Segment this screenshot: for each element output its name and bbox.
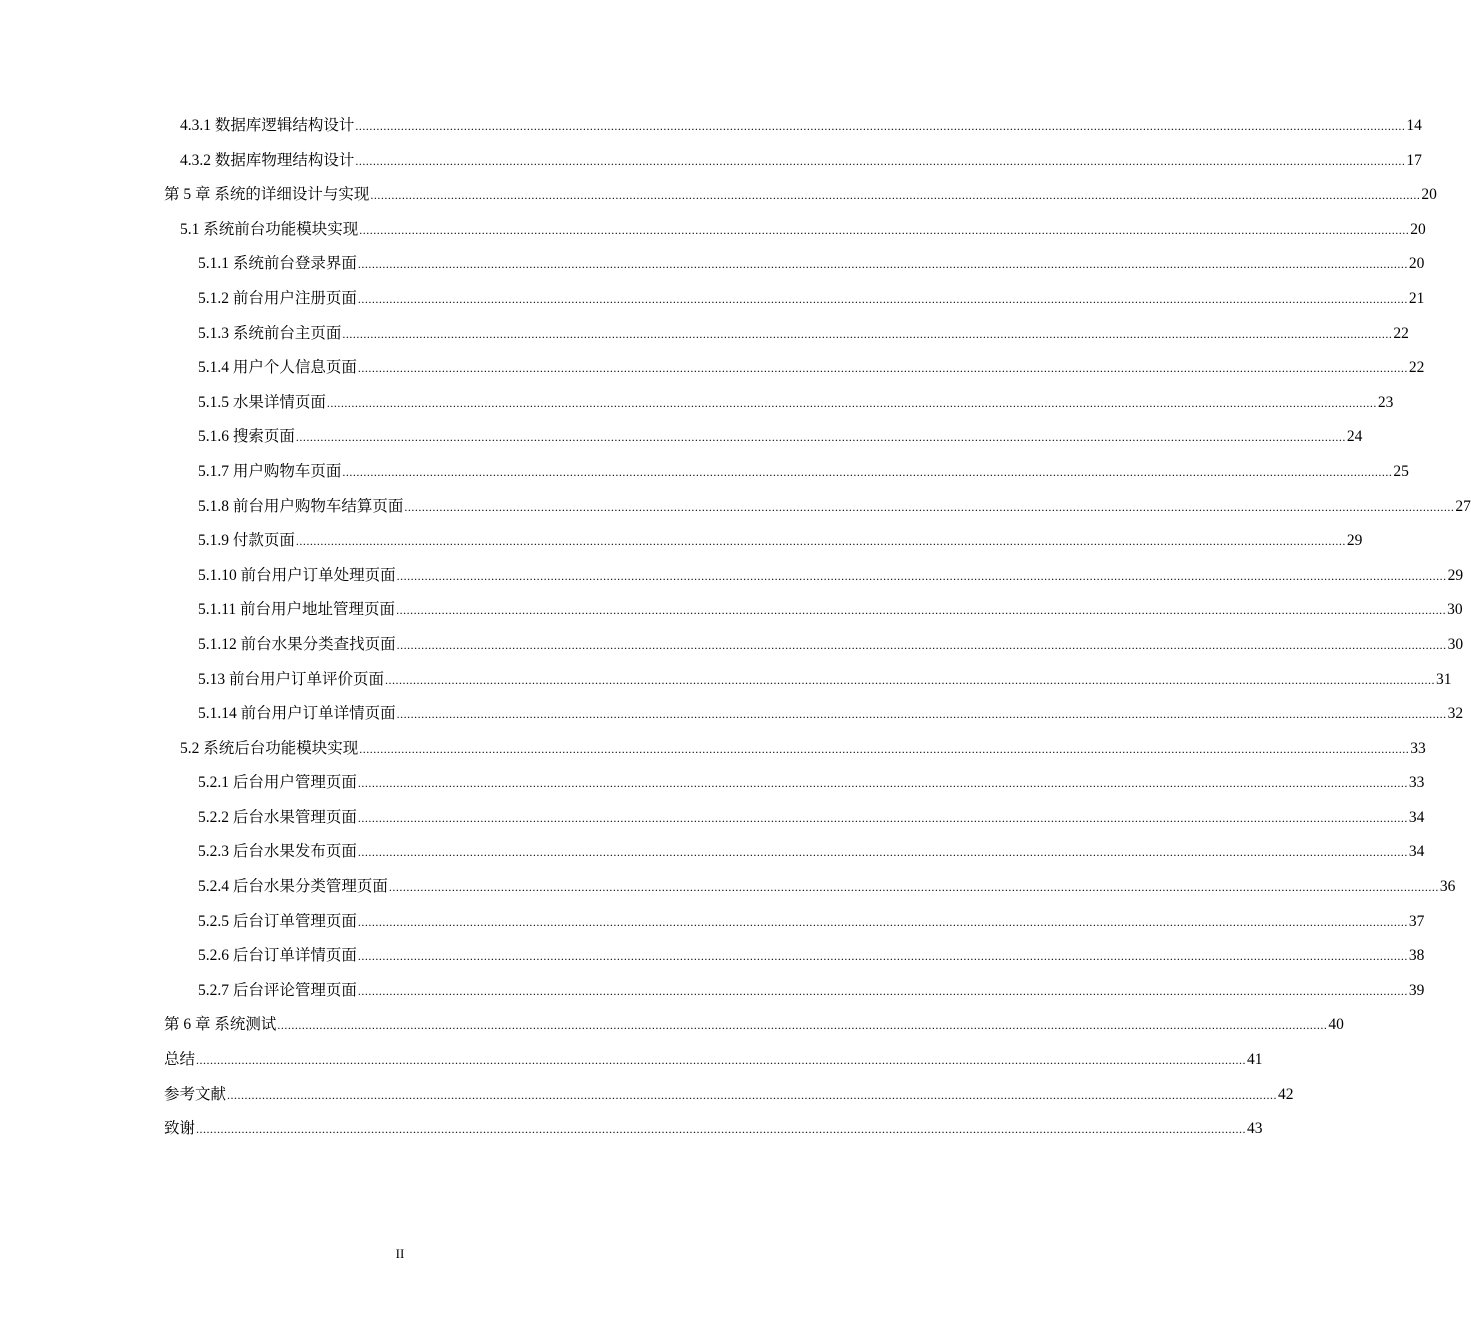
- toc-entry-page: 34: [1408, 843, 1425, 861]
- toc-leader-dots: ............................................................................................................................................................................................................................................................................................................: [359, 741, 1410, 756]
- toc-entry[interactable]: [164, 1012, 1344, 1047]
- toc-entry-page: 14: [1406, 117, 1422, 134]
- toc-leader-dots: ............................................................................................................................................................................................................................................................................................................: [342, 464, 1393, 479]
- toc-leader-dots: ............................................................................................................................................................................................................................................................................................................: [295, 430, 1346, 445]
- toc-leader-dots: ............................................................................................................................................................................................................................................................................................................: [396, 707, 1447, 722]
- toc-entry-label: 4.3.2 数据库物理结构设计: [180, 151, 355, 169]
- toc-entry-label: 5.1.5 水果详情页面: [198, 393, 326, 411]
- toc-entry[interactable]: [164, 286, 1425, 321]
- toc-entry-label: 4.3.1 数据库逻辑结构设计: [180, 117, 355, 134]
- toc-entry-label: 5.1.4 用户个人信息页面: [198, 359, 357, 377]
- toc-entry-label: 5.1.9 付款页面: [198, 532, 295, 550]
- toc-entry-page: 21: [1408, 289, 1425, 307]
- toc-entry-page: 42: [1278, 1085, 1294, 1103]
- toc-entry-page: 30: [1447, 635, 1464, 653]
- toc-leader-dots: ............................................................................................................................................................................................................................................................................................................: [357, 983, 1408, 998]
- toc-entry-label: 5.1.10 前台用户订单处理页面: [198, 566, 396, 584]
- toc-leader-dots: ............................................................................................................................................................................................................................................................................................................: [326, 395, 1377, 410]
- toc-entry-label: 5.1.6 搜索页面: [198, 428, 295, 446]
- toc-leader-dots: ............................................................................................................................................................................................................................................................................................................: [355, 153, 1406, 168]
- toc-entry[interactable]: [164, 148, 1422, 183]
- toc-entry-page: 37: [1408, 912, 1425, 930]
- toc-entry-label: 5.13 前台用户订单评价页面: [198, 670, 385, 688]
- toc-leader-dots: ............................................................................................................................................................................................................................................................................................................: [385, 672, 1436, 687]
- toc-entry[interactable]: [164, 978, 1425, 1013]
- toc-entry[interactable]: [164, 839, 1425, 874]
- toc-entry-page: 33: [1408, 774, 1425, 792]
- toc-leader-dots: ............................................................................................................................................................................................................................................................................................................: [357, 257, 1408, 272]
- toc-entry-page: 20: [1421, 186, 1437, 204]
- toc-leader-dots: ............................................................................................................................................................................................................................................................................................................: [396, 603, 1447, 618]
- toc-leader-dots: ............................................................................................................................................................................................................................................................................................................: [396, 568, 1447, 583]
- toc-entry-page: 29: [1447, 566, 1464, 584]
- toc-entry[interactable]: [164, 1047, 1263, 1082]
- toc-leader-dots: ............................................................................................................................................................................................................................................................................................................: [357, 291, 1408, 306]
- toc-entry[interactable]: [164, 424, 1363, 459]
- toc-entry-label: 5.1.11 前台用户地址管理页面: [198, 601, 396, 619]
- toc-entry-label: 5.2.4 后台水果分类管理页面: [198, 878, 388, 896]
- toc-entry-label: 5.1.7 用户购物车页面: [198, 462, 342, 480]
- toc-entry-page: 40: [1328, 1016, 1344, 1034]
- toc-leader-dots: ............................................................................................................................................................................................................................................................................................................: [357, 810, 1408, 825]
- toc-entry-page: 43: [1247, 1120, 1263, 1138]
- toc-entry[interactable]: [164, 251, 1425, 286]
- toc-entry-page: 41: [1247, 1051, 1263, 1069]
- toc-entry-label: 5.1.14 前台用户订单详情页面: [198, 705, 396, 723]
- toc-entry-label: 参考文献: [164, 1085, 227, 1103]
- toc-entry-page: 29: [1346, 532, 1363, 550]
- toc-entry-page: 30: [1447, 601, 1463, 619]
- toc-entry-label: 第 5 章 系统的详细设计与实现: [164, 186, 370, 204]
- toc-leader-dots: ............................................................................................................................................................................................................................................................................................................: [388, 880, 1439, 895]
- toc-leader-dots: ............................................................................................................................................................................................................................................................................................................: [370, 188, 1421, 203]
- toc-entry[interactable]: [164, 494, 1471, 529]
- toc-entry-page: 38: [1408, 947, 1425, 965]
- toc-entry[interactable]: [164, 909, 1425, 944]
- toc-entry-page: 25: [1393, 462, 1409, 480]
- toc-entry-label: 5.2.3 后台水果发布页面: [198, 843, 357, 861]
- toc-entry-page: 36: [1439, 878, 1456, 896]
- toc-entry-page: 24: [1346, 428, 1363, 446]
- toc-entry[interactable]: [164, 701, 1464, 736]
- toc-leader-dots: ............................................................................................................................................................................................................................................................................................................: [196, 1053, 1247, 1068]
- toc-entry-page: 20: [1408, 255, 1425, 273]
- toc-entry-label: 5.1.12 前台水果分类查找页面: [198, 635, 396, 653]
- toc-entry[interactable]: [164, 632, 1464, 667]
- toc-entry[interactable]: [164, 355, 1425, 390]
- toc-entry-page: 22: [1408, 359, 1425, 377]
- toc-entry[interactable]: [164, 805, 1425, 840]
- toc-entry-label: 第 6 章 系统测试: [164, 1016, 277, 1034]
- toc-entry-page: 17: [1406, 151, 1422, 169]
- toc-entry-page: 22: [1393, 324, 1409, 342]
- toc-entry-label: 5.1.1 系统前台登录界面: [198, 255, 357, 273]
- toc-leader-dots: ............................................................................................................................................................................................................................................................................................................: [357, 845, 1408, 860]
- toc-entry[interactable]: [164, 459, 1409, 494]
- toc-entry-label: 5.2.1 后台用户管理页面: [198, 774, 357, 792]
- toc-leader-dots: ............................................................................................................................................................................................................................................................................................................: [277, 1018, 1328, 1033]
- toc-entry-label: 5.1.8 前台用户购物车结算页面: [198, 497, 404, 515]
- toc-entry[interactable]: [164, 667, 1452, 702]
- toc-entry[interactable]: [164, 770, 1425, 805]
- toc-entry-page: 31: [1436, 670, 1452, 688]
- table-of-contents: [164, 113, 1471, 1151]
- toc-entry[interactable]: [164, 390, 1394, 425]
- toc-entry-label: 致谢: [164, 1120, 196, 1138]
- toc-entry-label: 5.2.6 后台订单详情页面: [198, 947, 357, 965]
- toc-entry-label: 5.1.2 前台用户注册页面: [198, 289, 357, 307]
- toc-entry-label: 5.2 系统后台功能模块实现: [180, 739, 359, 757]
- toc-entry[interactable]: [164, 943, 1425, 978]
- toc-entry-page: 27: [1455, 497, 1471, 515]
- toc-entry[interactable]: [164, 1082, 1294, 1117]
- toc-entry-label: 5.2.2 后台水果管理页面: [198, 808, 357, 826]
- toc-leader-dots: ............................................................................................................................................................................................................................................................................................................: [404, 499, 1455, 514]
- toc-leader-dots: ............................................................................................................................................................................................................................................................................................................: [359, 222, 1410, 237]
- toc-leader-dots: ............................................................................................................................................................................................................................................................................................................: [355, 119, 1406, 133]
- toc-leader-dots: ............................................................................................................................................................................................................................................................................................................: [357, 949, 1408, 964]
- toc-entry[interactable]: [164, 321, 1409, 356]
- toc-leader-dots: ............................................................................................................................................................................................................................................................................................................: [357, 776, 1408, 791]
- toc-entry[interactable]: [164, 563, 1464, 598]
- toc-leader-dots: ............................................................................................................................................................................................................................................................................................................: [295, 534, 1346, 549]
- toc-entry-page: 32: [1447, 705, 1464, 723]
- toc-entry[interactable]: [164, 182, 1437, 217]
- toc-leader-dots: ............................................................................................................................................................................................................................................................................................................: [342, 326, 1393, 341]
- toc-leader-dots: ............................................................................................................................................................................................................................................................................................................: [357, 361, 1408, 376]
- toc-entry[interactable]: [164, 736, 1426, 771]
- toc-entry[interactable]: [164, 597, 1463, 632]
- toc-entry-label: 总结: [164, 1051, 196, 1069]
- toc-leader-dots: ............................................................................................................................................................................................................................................................................................................: [357, 914, 1408, 929]
- toc-entry[interactable]: [164, 113, 1422, 148]
- toc-entry[interactable]: [164, 217, 1426, 252]
- toc-entry-page: 34: [1408, 808, 1425, 826]
- toc-entry-page: 20: [1410, 220, 1426, 238]
- toc-entry-label: 5.2.7 后台评论管理页面: [198, 981, 357, 999]
- toc-entry[interactable]: [164, 1116, 1263, 1151]
- toc-entry-label: 5.1.3 系统前台主页面: [198, 324, 342, 342]
- toc-entry-page: 23: [1377, 393, 1394, 411]
- toc-leader-dots: ............................................................................................................................................................................................................................................................................................................: [396, 637, 1447, 652]
- toc-entry-page: 39: [1408, 981, 1425, 999]
- page-number: II: [395, 1246, 405, 1261]
- toc-entry-page: 33: [1410, 739, 1426, 757]
- toc-entry[interactable]: [164, 528, 1363, 563]
- toc-leader-dots: ............................................................................................................................................................................................................................................................................................................: [196, 1122, 1247, 1137]
- toc-entry-label: 5.2.5 后台订单管理页面: [198, 912, 357, 930]
- toc-entry[interactable]: [164, 874, 1456, 909]
- toc-entry-label: 5.1 系统前台功能模块实现: [180, 220, 359, 238]
- toc-leader-dots: ............................................................................................................................................................................................................................................................................................................: [227, 1087, 1278, 1102]
